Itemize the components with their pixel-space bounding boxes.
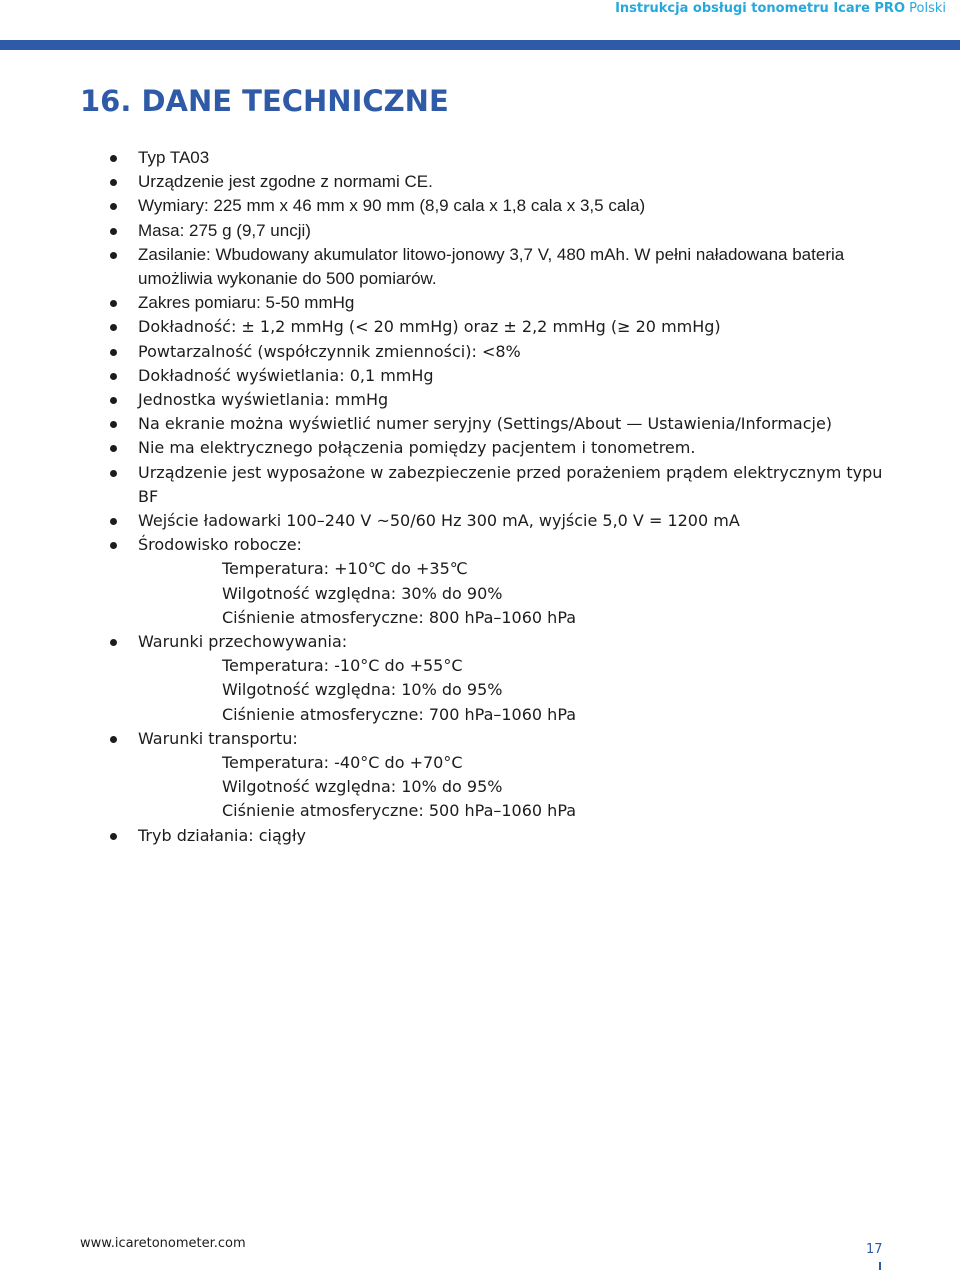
list-item [0,509,960,533]
spec-list [0,146,960,848]
list-item [0,340,960,364]
sub-item: Ciśnienie atmosferyczne: 800 hPa–1060 hPa [222,607,577,627]
page-number: 17 [866,1242,883,1257]
bullet-icon [110,445,117,452]
bullet-icon [110,373,117,380]
bullet-icon [110,470,117,477]
list-item [0,824,960,848]
sub-item: Wilgotność względna: 10% do 95% [222,777,503,797]
page-header [0,0,960,26]
spec-text: Na ekranie można wyświetlić numer seryjny (Settings/About — Ustawienia/Informacje) [138,414,833,434]
spec-text: Warunki transportu: [138,728,298,748]
list-item [0,243,960,291]
list-item [0,170,960,194]
list-item [0,630,960,727]
bullet-icon [110,736,117,743]
spec-text: Środowisko robocze: [138,535,302,555]
header-title: Instrukcja obsługi tonometru Icare PRO [615,1,905,16]
header-bar [0,40,960,50]
list-item [0,412,960,436]
spec-text: Urządzenie jest wyposażone w zabezpieczenie przed porażeniem prądem elektrycznym typu BF [138,462,883,506]
spec-text: Dokładność wyświetlania: 0,1 mmHg [138,365,434,385]
list-item [0,461,960,509]
spec-text: Tryb działania: ciągły [138,825,306,845]
list-item [0,533,960,630]
list-item [0,315,960,339]
list-item [0,291,960,315]
bullet-icon [110,252,117,259]
sub-item: Wilgotność względna: 30% do 90% [222,583,503,603]
list-item [0,194,960,218]
sub-item: Temperatura: -40°C do +70°C [222,753,463,773]
spec-text: Jednostka wyświetlania: mmHg [138,390,389,410]
footer-url[interactable]: www.icaretonometer.com [80,1236,246,1251]
sub-item: Wilgotność względna: 10% do 95% [222,680,503,700]
bullet-icon [110,397,117,404]
header-text [615,0,946,18]
spec-text: Warunki przechowywania: [138,632,348,652]
header-language: Polski [905,1,946,16]
bullet-icon [110,228,117,235]
bullet-icon [110,324,117,331]
bullet-icon [110,421,117,428]
list-item [0,219,960,243]
sub-item: Ciśnienie atmosferyczne: 500 hPa–1060 hPa [222,801,577,821]
bullet-icon [110,518,117,525]
list-item [0,146,960,170]
bullet-icon [110,300,117,307]
sub-item: Temperatura: -10°C do +55°C [222,656,463,676]
spec-text: Masa: 275 g (9,7 uncji) [138,220,311,240]
spec-text: Urządzenie jest zgodne z normami CE. [138,172,433,192]
bullet-icon [110,203,117,210]
spec-text: Dokładność: ± 1,2 mmHg (< 20 mmHg) oraz ± 2,2 mmHg (≥ 20 mmHg) [138,317,721,337]
bullet-icon [110,542,117,549]
list-item [0,436,960,460]
spec-text: Typ TA03 [138,148,210,167]
sub-item: Ciśnienie atmosferyczne: 700 hPa–1060 hPa [222,704,577,724]
bullet-icon [110,349,117,356]
spec-text: Wymiary: 225 mm x 46 mm x 90 mm (8,9 cala x 1,8 cala x 3,5 cala) [138,196,646,216]
footer-rule [879,1262,881,1270]
bullet-icon [110,179,117,186]
list-item [0,388,960,412]
page-title: 16. DANE TECHNICZNE [80,84,449,118]
spec-text: Nie ma elektrycznego połączenia pomiędzy pacjentem i tonometrem. [138,438,696,458]
list-item [0,727,960,824]
spec-text: Zakres pomiaru: 5-50 mmHg [138,293,355,313]
sub-item: Temperatura: +10℃ do +35℃ [222,559,468,579]
spec-text: Powtarzalność (współczynnik zmienności): <8% [138,341,521,361]
bullet-icon [110,833,117,840]
spec-text: Zasilanie: Wbudowany akumulator litowo-jonowy 3,7 V, 480 mAh. W pełni naładowana bateria umożliwia wykonanie do 500 pomiarów. [138,244,845,289]
list-item [0,364,960,388]
spec-text: Wejście ładowarki 100–240 V ~50/60 Hz 300 mA, wyjście 5,0 V = 1200 mA [138,511,740,531]
bullet-icon [110,155,117,162]
bullet-icon [110,639,117,646]
